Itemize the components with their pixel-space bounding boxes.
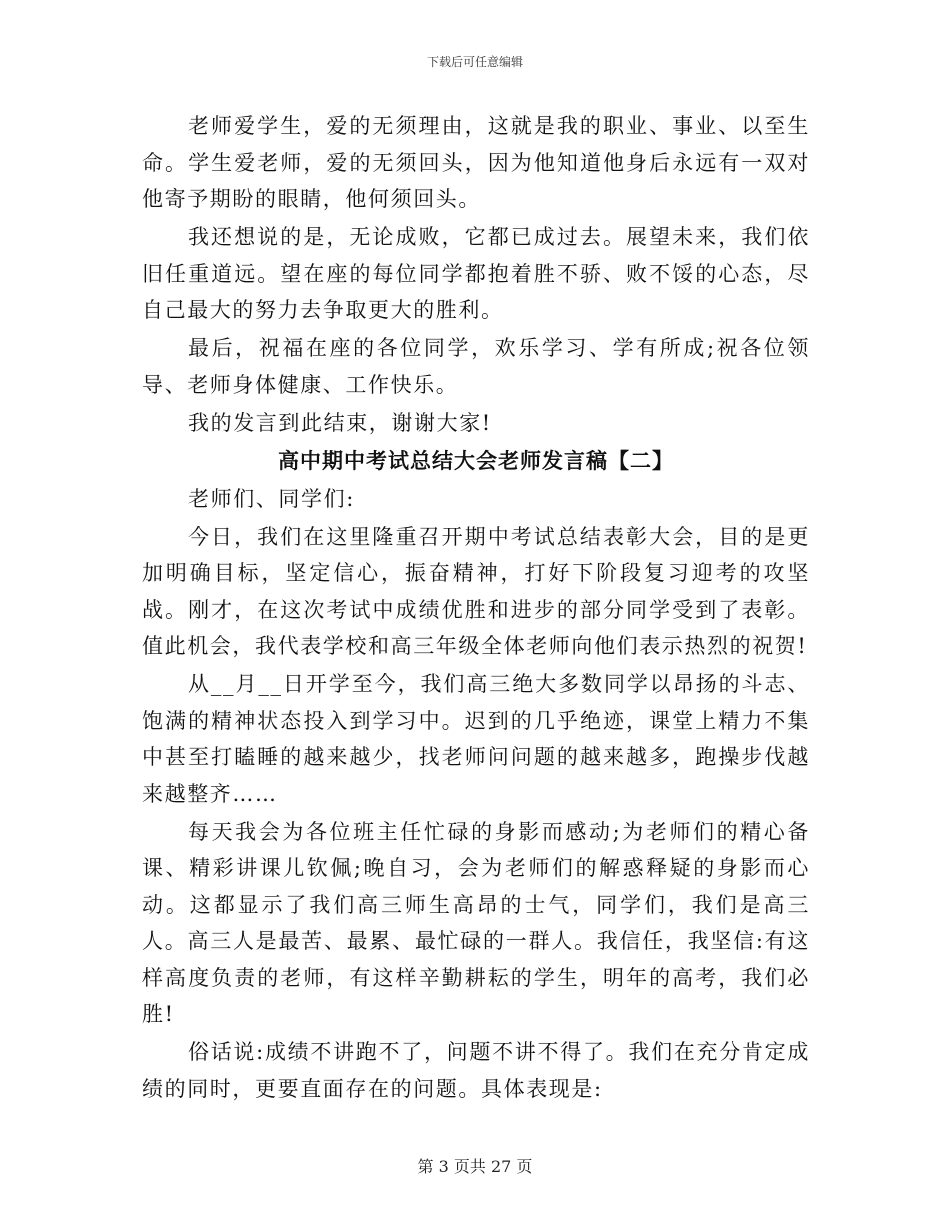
salutation: 老师们、同学们: xyxy=(188,486,355,511)
paragraph: 俗话说:成绩不讲跑不了，问题不讲不得了。我们在充分肯定成绩的同时，更要直面存在的问题。具体表现是: xyxy=(142,1040,810,1101)
paragraph: 老师爱学生，爱的无须理由，这就是我的职业、事业、以至生命。学生爱老师，爱的无须回头，因为他知道他身后永远有一双对他寄予期盼的眼睛，他何须回头。 xyxy=(142,114,810,211)
document-body xyxy=(142,108,810,1109)
paragraph: 我的发言到此结束，谢谢大家! xyxy=(188,410,492,435)
section-title: 高中期中考试总结大会老师发言稿【二】 xyxy=(278,447,674,473)
page-header: 下载后可任意编辑 xyxy=(426,55,523,69)
page-footer: 第 3 页共 27 页 xyxy=(417,1157,533,1176)
paragraph: 我还想说的是，无论成败，它都已成过去。展望未来，我们依旧任重道远。望在座的每位同学都抱着胜不骄、败不馁的心态，尽自己最大的努力去争取更大的胜利。 xyxy=(142,225,810,322)
paragraph: 今日，我们在这里隆重召开期中考试总结表彰大会，目的是更加明确目标，坚定信心，振奋精神，打好下阶段复习迎考的攻坚战。刚才，在这次考试中成绩优胜和进步的部分同学受到了表彰。值此机会，我代表学校和高三年级全体老师向他们表示热烈的祝贺! xyxy=(142,524,810,658)
paragraph: 每天我会为各位班主任忙碌的身影而感动;为老师们的精心备课、精彩讲课儿钦佩;晚自习，会为老师们的解惑释疑的身影而心动。这都显示了我们高三师生高昂的士气，同学们，我们是高三人。高三人是最苦、最累、最忙碌的一群人。我信任，我坚信:有这样高度负责的老师，有这样辛勤耕耘的学生，明年的高考，我们必胜! xyxy=(142,819,810,1026)
paragraph: 最后，祝福在座的各位同学，欢乐学习、学有所成;祝各位领导、老师身体健康、工作快乐。 xyxy=(142,336,810,397)
paragraph: 从__月__日开学至今，我们高三绝大多数同学以昂扬的斗志、饱满的精神状态投入到学习中。迟到的几乎绝迹，课堂上精力不集中甚至打瞌睡的越来越少，找老师问问题的越来越多，跑操步伐越来越整齐…… xyxy=(142,672,810,806)
